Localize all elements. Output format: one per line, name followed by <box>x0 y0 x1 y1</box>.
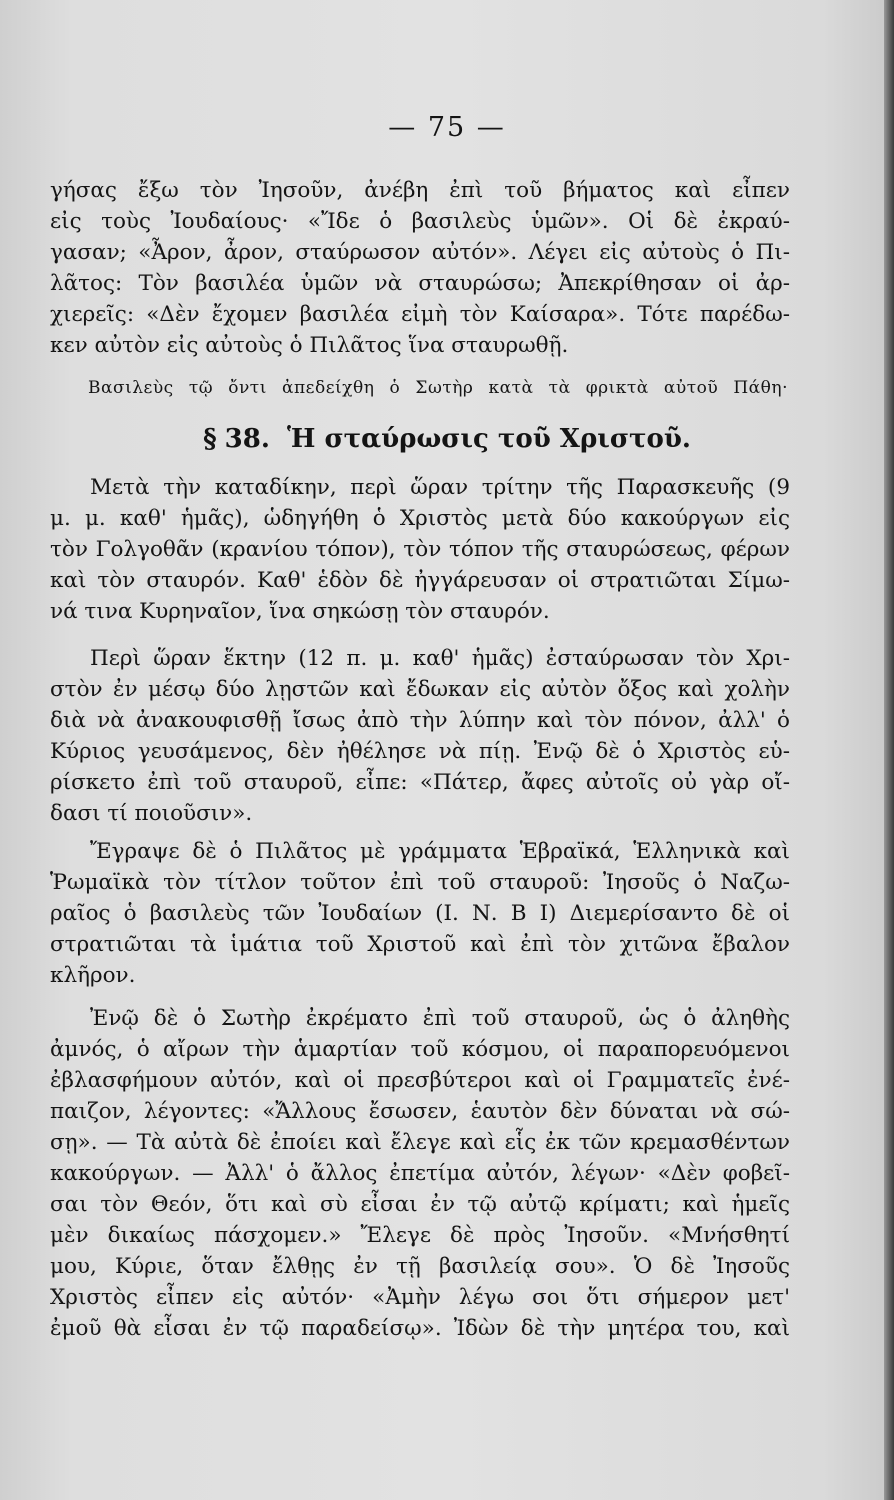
text-line: Ῥωμαϊκὰ τὸν τίτλον τοῦτον ἐπὶ τοῦ σταυροῦ: Ἰησοῦς ὁ Ναζω- <box>50 870 790 895</box>
section-heading <box>0 424 894 454</box>
text-line: παιζον, λέγοντες: «Ἄλλους ἔσωσεν, ἑαυτὸν δὲν δύναται νὰ σώ- <box>50 1099 790 1124</box>
page-number: — 75 — <box>388 112 506 143</box>
paragraph-4 <box>50 1003 790 1344</box>
text-line: μ. μ. καθ' ἡμᾶς), ὡδηγήθη ὁ Χριστὸς μετὰ δύο κακούργων εἰς <box>50 506 790 531</box>
text-line: σαι τὸν Θεόν, ὅτι καὶ σὺ εἶσαι ἐν τῷ αὐτῷ κρίματι; καὶ ἡμεῖς <box>50 1192 790 1217</box>
text-line: στρατιῶται τὰ ἱμάτια τοῦ Χριστοῦ καὶ ἐπὶ τὸν χιτῶνα ἔβαλον <box>50 932 790 957</box>
paragraph-1 <box>50 472 790 627</box>
section-title: Ἡ σταύρωσις τοῦ Χριστοῦ. <box>286 424 691 454</box>
text-line: δασι τί ποιοῦσιν». <box>50 801 253 826</box>
text-line: στὸν ἐν μέσῳ δύο λῃστῶν καὶ ἔδωκαν εἰς αὐτὸν ὄξος καὶ χολὴν <box>50 677 790 702</box>
text-line: χιερεῖς: «Δὲν ἔχομεν βασιλέα εἰμὴ τὸν Καίσαρα». Τότε παρέδω- <box>50 302 790 327</box>
text-line: ρίσκετο ἐπὶ τοῦ σταυροῦ, εἶπε: «Πάτερ, ἄφες αὐτοῖς οὐ γὰρ οἴ- <box>50 770 790 795</box>
text-line: καὶ τὸν σταυρόν. Καθ' ἑδὸν δὲ ἠγγάρευσαν οἱ στρατιῶται Σίμω- <box>50 568 790 593</box>
text-line: Κύριος γευσάμενος, δὲν ἠθέλησε νὰ πίῃ. Ἐνῷ δὲ ὁ Χριστὸς εὑ- <box>50 739 790 764</box>
section-number: 38. <box>224 424 270 454</box>
text-line: μου, Κύριε, ὅταν ἔλθῃς ἐν τῇ βασιλείᾳ σου». Ὁ δὲ Ἰησοῦς <box>50 1254 790 1279</box>
page-edge-shadow <box>884 0 894 1500</box>
text-line: γασαν; «Ἆρον, ἆρον, σταύρωσον αὐτόν». Λέγει εἰς αὐτοὺς ὁ Πι- <box>50 240 790 265</box>
text-line: διὰ νὰ ἀνακουφισθῇ ἴσως ἀπὸ τὴν λύπην καὶ τὸν πόνον, ἀλλ' ὁ <box>50 708 790 733</box>
text-line: Περὶ ὥραν ἕκτην (12 π. μ. καθ' ἡμᾶς) ἐσταύρωσαν τὸν Χρι- <box>90 646 790 671</box>
text-line: ραῖος ὁ βασιλεὺς τῶν Ἰουδαίων (Ι. Ν. Β Ι) Διεμερίσαντο δὲ οἱ <box>50 901 790 926</box>
text-line: εἰς τοὺς Ἰουδαίους· «Ἴδε ὁ βασιλεὺς ὑμῶν». Οἱ δὲ ἐκραύ- <box>50 209 790 234</box>
section-symbol: § <box>203 424 217 454</box>
text-line: Μετὰ τὴν καταδίκην, περὶ ὥραν τρίτην τῆς Παρασκευῆς (9 <box>90 475 790 500</box>
text-line: Χριστὸς εἶπεν εἰς αὐτόν· «Ἀμὴν λέγω σοι ὅτι σήμερον μετ' <box>50 1285 790 1310</box>
text-line: γήσας ἔξω τὸν Ἰησοῦν, ἀνέβη ἐπὶ τοῦ βήματος καὶ εἶπεν <box>50 178 790 203</box>
small-print-note: Βασιλεὺς τῷ ὄντι ἀπεδείχθη ὁ Σωτὴρ κατὰ τὰ φρικτὰ αὐτοῦ Πάθη· <box>88 378 788 398</box>
paragraph-2 <box>50 643 790 829</box>
paragraph-3 <box>50 836 790 991</box>
text-line: κακούργων. — Ἀλλ' ὁ ἄλλος ἐπετίμα αὐτόν, λέγων· «Δὲν φοβεῖ- <box>50 1161 790 1186</box>
text-line: κεν αὐτὸν εἰς αὐτοὺς ὁ Πιλᾶτος ἵνα σταυρωθῇ. <box>50 333 569 358</box>
text-line: Ἐνῷ δὲ ὁ Σωτὴρ ἐκρέματο ἐπὶ τοῦ σταυροῦ, ὡς ὁ ἀληθὴς <box>90 1006 790 1031</box>
text-line: ἐβλασφήμουν αὐτόν, καὶ οἱ πρεσβύτεροι καὶ οἱ Γραμματεῖς ἐνέ- <box>50 1068 790 1093</box>
text-line: Ἔγραψε δὲ ὁ Πιλᾶτος μὲ γράμματα Ἑβραϊκά, Ἑλληνικὰ καὶ <box>90 839 790 864</box>
text-line: ἐμοῦ θὰ εἶσαι ἐν τῷ παραδείσῳ». Ἰδὼν δὲ τὴν μητέρα του, καὶ <box>50 1316 790 1341</box>
text-line: λᾶτος: Τὸν βασιλέα ὑμῶν νὰ σταυρώσω; Ἀπεκρίθησαν οἱ ἀρ- <box>50 271 790 296</box>
text-line: νά τινα Κυρηναῖον, ἵνα σηκώσῃ τὸν σταυρόν. <box>50 599 550 624</box>
paragraph-continuation <box>50 175 790 361</box>
text-line: σῃ». — Τὰ αὐτὰ δὲ ἐποίει καὶ ἔλεγε καὶ εἷς ἐκ τῶν κρεμασθέντων <box>50 1130 790 1155</box>
text-line: τὸν Γολγοθᾶν (κρανίου τόπον), τὸν τόπον τῆς σταυρώσεως, φέρων <box>50 537 790 562</box>
text-line: ἀμνός, ὁ αἴρων τὴν ἁμαρτίαν τοῦ κόσμου, οἱ παραπορευόμενοι <box>50 1037 790 1062</box>
text-line: κλῆρον. <box>50 963 136 988</box>
text-line: μὲν δικαίως πάσχομεν.» Ἔλεγε δὲ πρὸς Ἰησοῦν. «Μνήσθητί <box>50 1223 790 1248</box>
